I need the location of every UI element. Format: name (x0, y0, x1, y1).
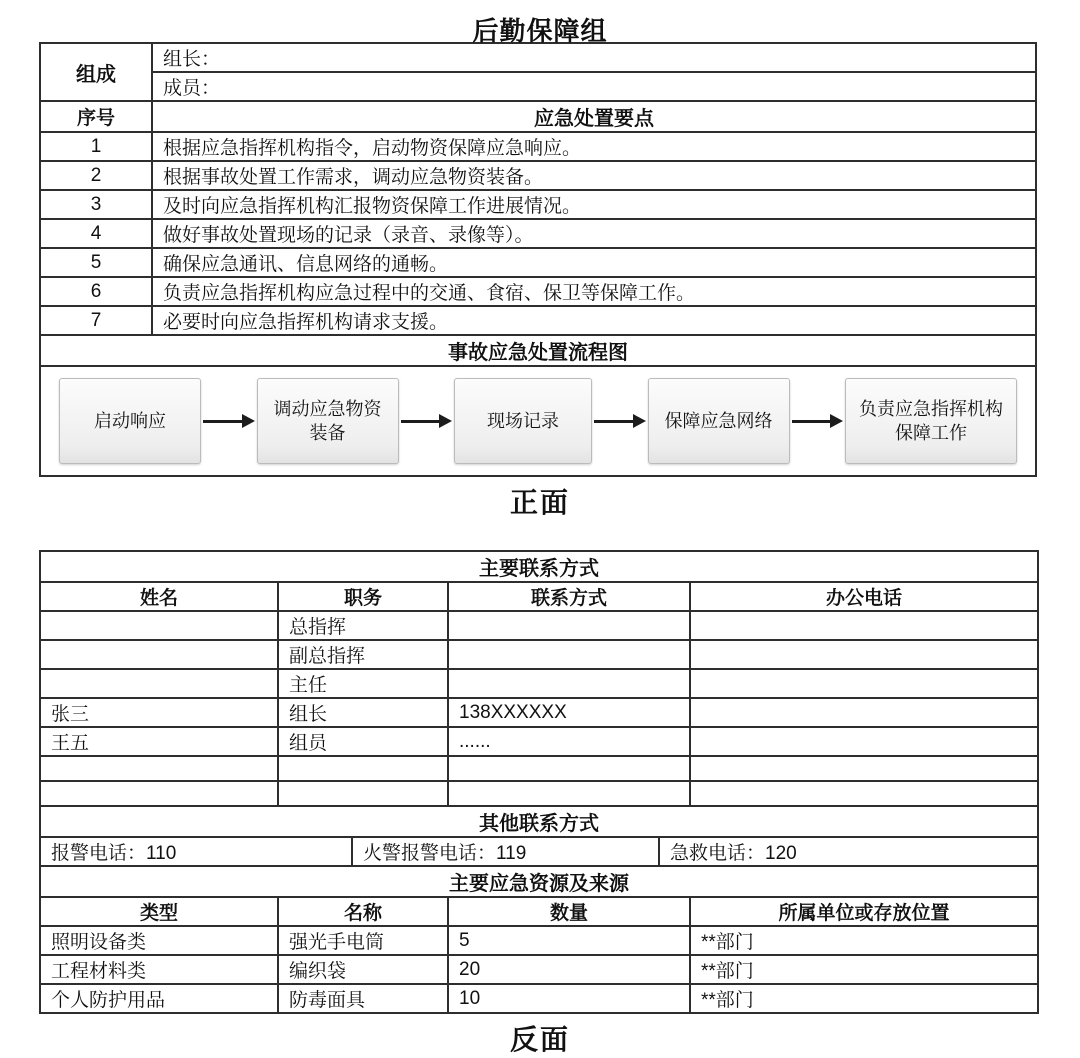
table-row (40, 611, 1038, 640)
flowchart (41, 367, 1035, 475)
contact-office-phone (690, 756, 1038, 781)
resource-type: 工程材料类 (40, 955, 278, 984)
contact-position (278, 781, 448, 806)
resources-header-type: 类型 (40, 897, 278, 926)
contact-name (40, 611, 278, 640)
table-row (40, 926, 1038, 955)
flowchart-cell (40, 366, 1036, 476)
flow-step-command-support: 负责应急指挥机构保障工作 (845, 378, 1017, 464)
leader-cell: 组长： (152, 43, 1036, 72)
contact-office-phone (690, 781, 1038, 806)
point-index: 7 (40, 306, 152, 335)
table-row (40, 984, 1038, 1013)
point-index: 5 (40, 248, 152, 277)
resource-type: 照明设备类 (40, 926, 278, 955)
contact-position (278, 756, 448, 781)
table-row (40, 277, 1036, 306)
resource-name: 强光手电筒 (278, 926, 448, 955)
contacts-header-contact: 联系方式 (448, 582, 690, 611)
contacts-header-office-phone: 办公电话 (690, 582, 1038, 611)
contact-position: 主任 (278, 669, 448, 698)
flow-step-mobilize-supplies: 调动应急物资装备 (257, 378, 399, 464)
table-row (40, 640, 1038, 669)
index-header-cell: 序号 (40, 101, 152, 132)
point-index: 6 (40, 277, 152, 306)
contacts-header-row (40, 582, 1038, 611)
table-row (40, 698, 1038, 727)
contact-position: 组长 (278, 698, 448, 727)
other-contacts-table (39, 805, 1039, 867)
contacts-title: 主要联系方式 (40, 551, 1038, 582)
contact-phone (448, 611, 690, 640)
resource-name: 防毒面具 (278, 984, 448, 1013)
contacts-title-row (40, 551, 1038, 582)
resources-header-row (40, 897, 1038, 926)
contact-name (40, 756, 278, 781)
table-row (40, 727, 1038, 756)
contact-name: 王五 (40, 727, 278, 756)
flow-arrow-icon (592, 414, 648, 428)
contact-phone: ...... (448, 727, 690, 756)
police-phone-cell: 报警电话：110 (40, 837, 352, 866)
point-index: 3 (40, 190, 152, 219)
resource-quantity: 10 (448, 984, 690, 1013)
resources-title-row (40, 866, 1038, 897)
flowchart-row (40, 366, 1036, 476)
points-header-cell: 应急处置要点 (152, 101, 1036, 132)
point-index: 2 (40, 161, 152, 190)
contacts-table (39, 550, 1039, 807)
resources-table (39, 865, 1039, 1014)
flow-arrow-icon (201, 414, 257, 428)
point-text: 及时向应急指挥机构汇报物资保障工作进展情况。 (152, 190, 1036, 219)
point-text: 根据应急指挥机构指令，启动物资保障应急响应。 (152, 132, 1036, 161)
contact-position: 副总指挥 (278, 640, 448, 669)
fire-phone-cell: 火警报警电话：119 (352, 837, 659, 866)
point-text: 做好事故处置现场的记录（录音、录像等）。 (152, 219, 1036, 248)
contact-name (40, 781, 278, 806)
resource-location: **部门 (690, 926, 1038, 955)
page-title: 后勤保障组 (472, 16, 608, 46)
contact-phone (448, 669, 690, 698)
point-index: 4 (40, 219, 152, 248)
back-side-label: 反面 (509, 1024, 570, 1055)
table-row (40, 306, 1036, 335)
resources-header-location: 所属单位或存放位置 (690, 897, 1038, 926)
contacts-header-name: 姓名 (40, 582, 278, 611)
point-text: 确保应急通讯、信息网络的通畅。 (152, 248, 1036, 277)
contact-office-phone (690, 669, 1038, 698)
contact-office-phone (690, 611, 1038, 640)
contacts-header-position: 职务 (278, 582, 448, 611)
point-text: 根据事故处置工作需求，调动应急物资装备。 (152, 161, 1036, 190)
flow-step-network-support: 保障应急网络 (648, 378, 790, 464)
resource-location: **部门 (690, 984, 1038, 1013)
table-row (40, 781, 1038, 806)
front-side-label: 正面 (509, 487, 570, 518)
resource-quantity: 5 (448, 926, 690, 955)
contact-name: 张三 (40, 698, 278, 727)
resources-title: 主要应急资源及来源 (40, 866, 1038, 897)
point-index: 1 (40, 132, 152, 161)
contact-phone (448, 781, 690, 806)
resource-quantity: 20 (448, 955, 690, 984)
contact-office-phone (690, 640, 1038, 669)
table-row (40, 190, 1036, 219)
contact-name (40, 669, 278, 698)
composition-label-cell: 组成 (40, 43, 152, 101)
resource-type: 个人防护用品 (40, 984, 278, 1013)
contact-position: 总指挥 (278, 611, 448, 640)
composition-member-row (40, 72, 1036, 101)
contact-office-phone (690, 698, 1038, 727)
resource-location: **部门 (690, 955, 1038, 984)
contact-office-phone (690, 727, 1038, 756)
other-contacts-title-row (40, 806, 1038, 837)
table-row (40, 669, 1038, 698)
points-header-row (40, 101, 1036, 132)
point-text: 负责应急指挥机构应急过程中的交通、食宿、保卫等保障工作。 (152, 277, 1036, 306)
contact-phone (448, 640, 690, 669)
point-text: 必要时向应急指挥机构请求支援。 (152, 306, 1036, 335)
contact-phone: 138XXXXXX (448, 698, 690, 727)
ambulance-phone-cell: 急救电话：120 (659, 837, 1038, 866)
flow-step-start-response: 启动响应 (59, 378, 201, 464)
contact-phone (448, 756, 690, 781)
emergency-numbers-row (40, 837, 1038, 866)
table-row (40, 955, 1038, 984)
table-row (40, 219, 1036, 248)
flow-step-scene-record: 现场记录 (454, 378, 592, 464)
flow-arrow-icon (399, 414, 455, 428)
resources-header-quantity: 数量 (448, 897, 690, 926)
table-row (40, 248, 1036, 277)
table-row (40, 161, 1036, 190)
flowchart-title: 事故应急处置流程图 (40, 335, 1036, 366)
table-row (40, 132, 1036, 161)
flow-arrow-icon (790, 414, 846, 428)
flowchart-title-row (40, 335, 1036, 366)
contact-name (40, 640, 278, 669)
resources-header-name: 名称 (278, 897, 448, 926)
resource-name: 编织袋 (278, 955, 448, 984)
member-cell: 成员： (152, 72, 1036, 101)
table-row (40, 756, 1038, 781)
other-contacts-title: 其他联系方式 (40, 806, 1038, 837)
contact-position: 组员 (278, 727, 448, 756)
front-table (39, 42, 1037, 477)
